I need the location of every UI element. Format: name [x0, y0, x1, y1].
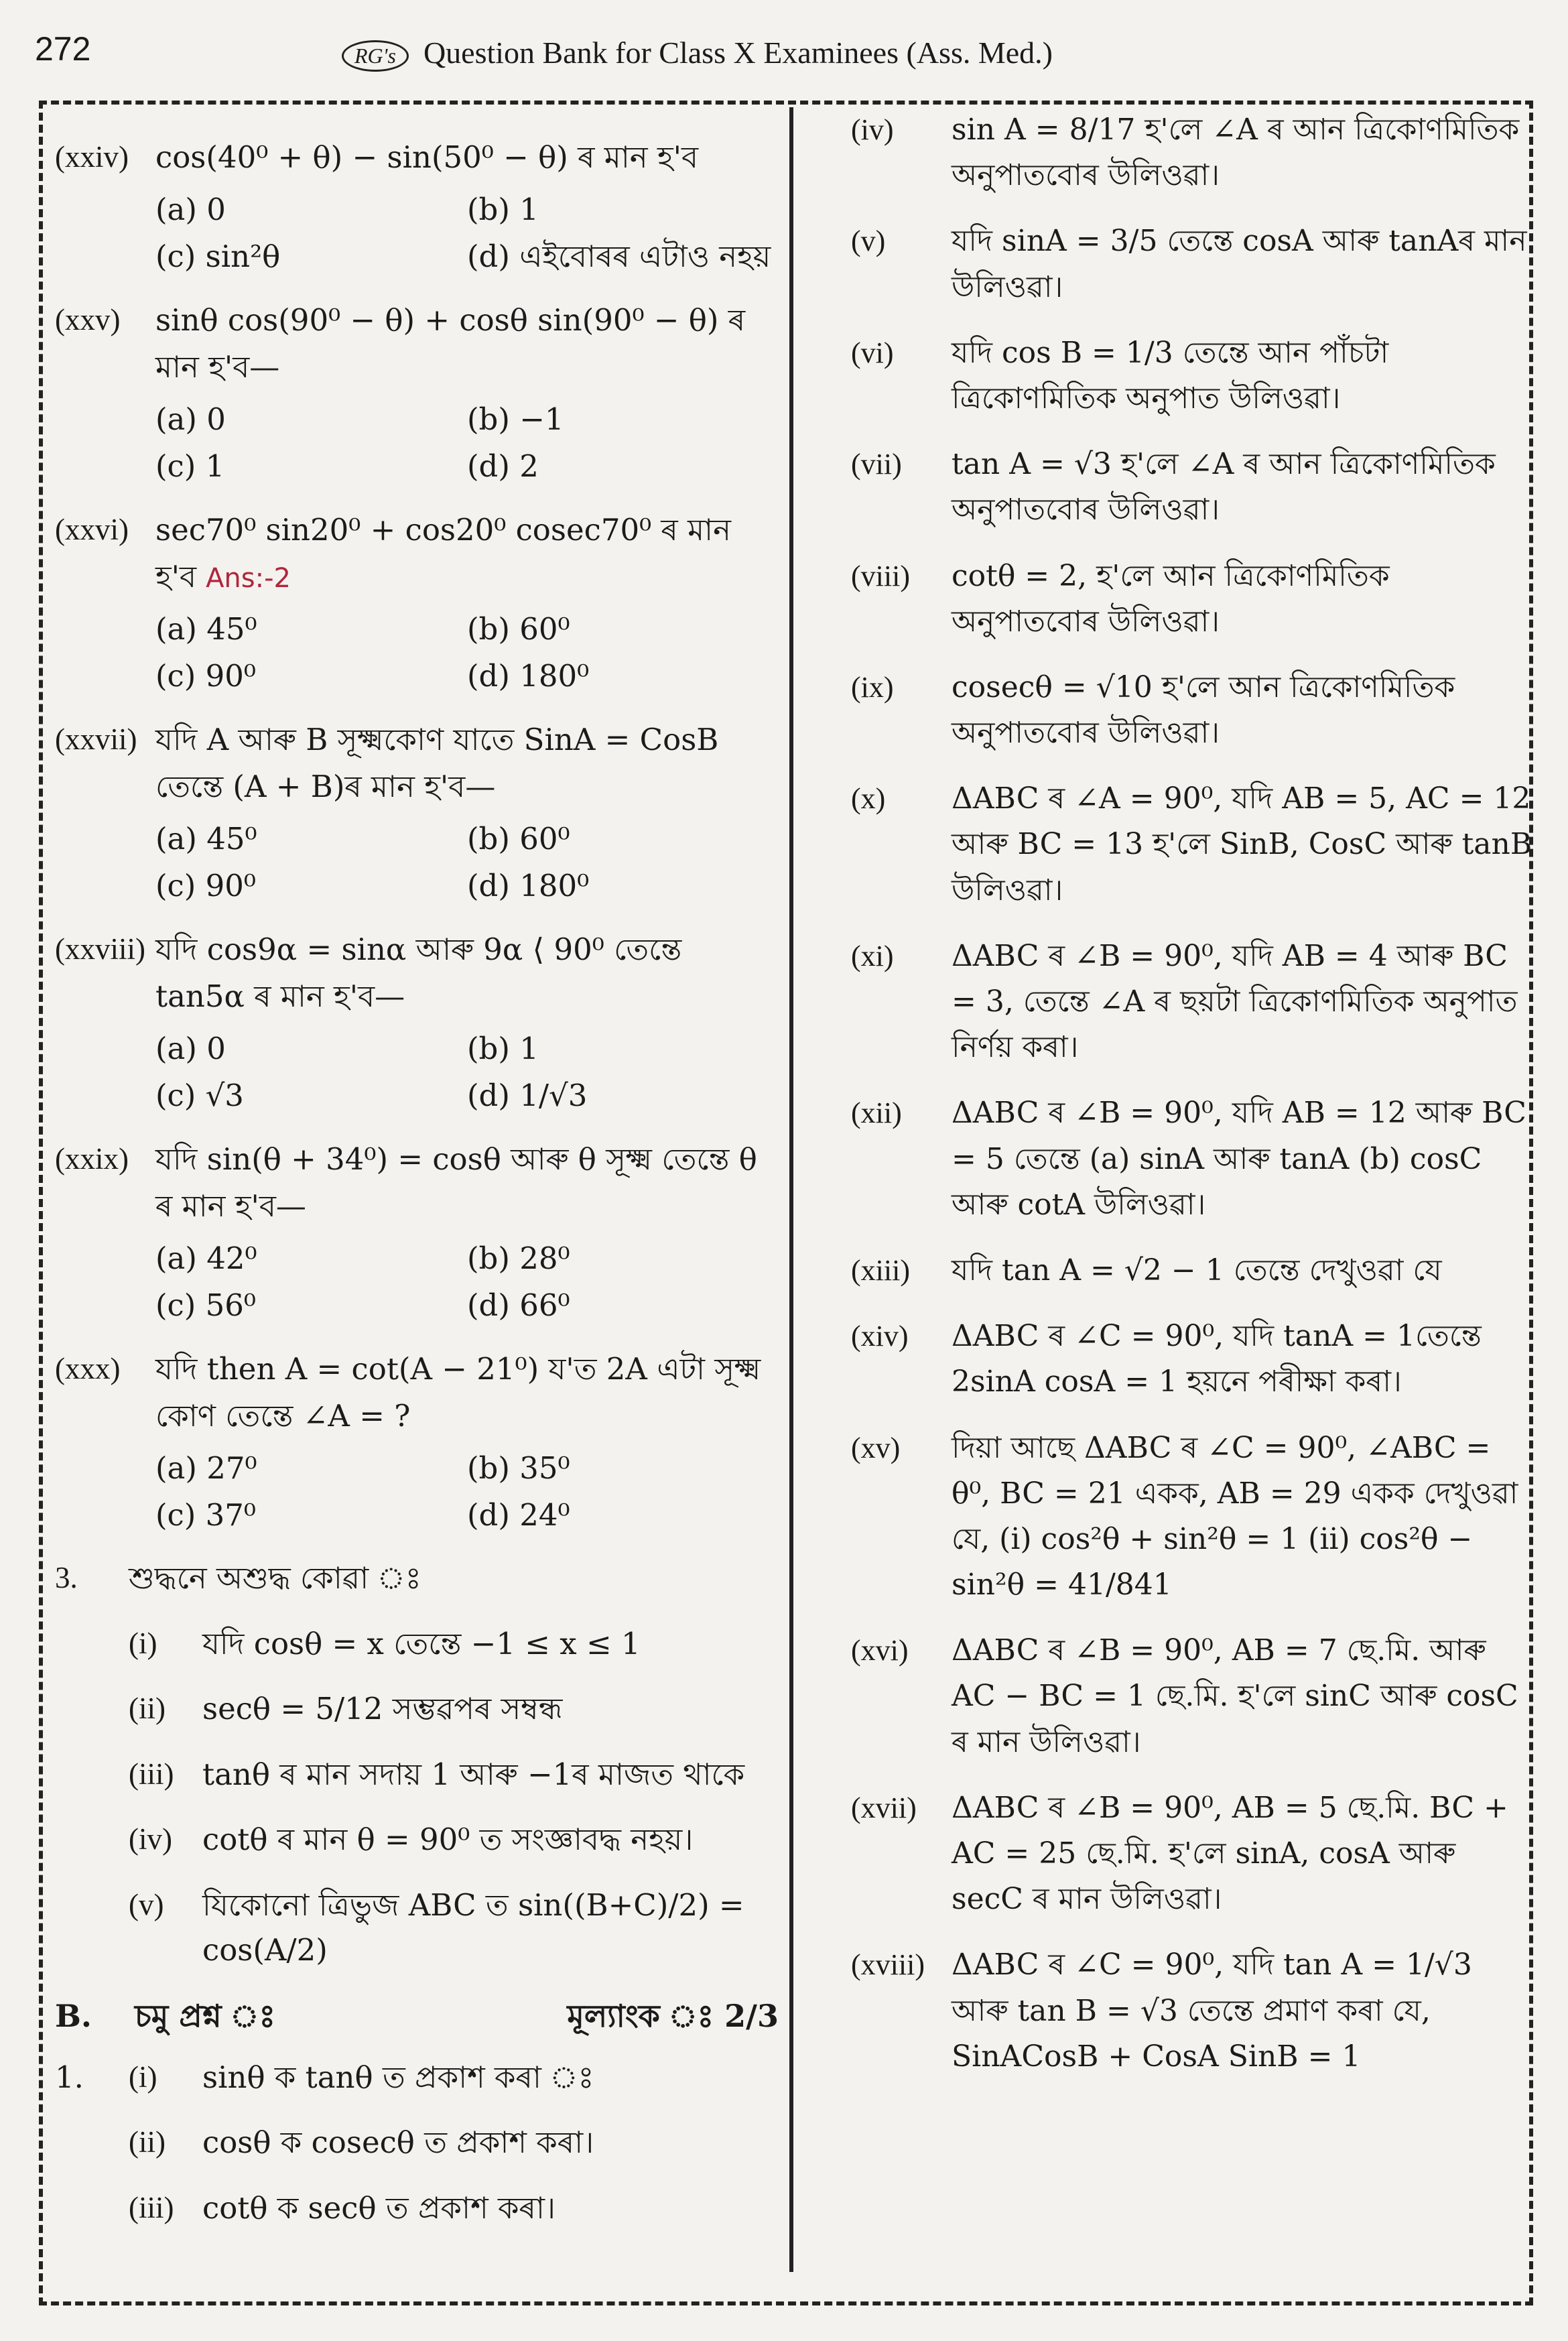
- option: (a) 0: [155, 1030, 226, 1066]
- question-stem: cos(40⁰ + θ) − sin(50⁰ − θ) ৰ মান হ'ব: [155, 139, 699, 175]
- option: (c) sin²θ: [155, 238, 281, 274]
- option-list: [155, 1025, 779, 1119]
- question-text: যদি cos B = 1/3 তেন্তে আন পাঁচটা ত্ৰিকোণমিতিক অনুপাত উলিওৱা।: [952, 335, 1389, 416]
- short-question-item: [129, 2186, 779, 2231]
- option-list: [155, 396, 779, 490]
- question-text: sin A = 8/17 হ'লে ∠A ৰ আন ত্ৰিকোণমিতিক অনুপাতবোৰ উলিওৱা।: [952, 113, 1520, 193]
- question-text: [155, 716, 779, 810]
- question-body: [155, 1136, 779, 1328]
- question-item: [55, 926, 779, 1119]
- question-item: [851, 1248, 1534, 1293]
- question-item: [55, 1346, 779, 1538]
- question-number: (xxviii): [55, 932, 145, 966]
- page-number: 272: [35, 30, 91, 68]
- question-item: [851, 1785, 1534, 1923]
- option: (a) 0: [155, 401, 226, 437]
- publisher-logo: RG's: [342, 40, 409, 72]
- statement-item: [129, 1621, 779, 1667]
- question-text: ΔABC ৰ ∠C = 90⁰, যদি tan A = 1/√3 আৰু tan B = √3 তেন্তে প্ৰমাণ কৰা যে, SinACosB + CosA SinB = 1: [952, 1948, 1472, 2074]
- question-stem: যদি cos9α = sinα আৰু 9α ⟨ 90⁰ তেন্তে tan5α ৰ মান হ'ব—: [155, 932, 682, 1014]
- question-number: 1.: [55, 2059, 84, 2095]
- question-body: [155, 926, 779, 1119]
- question-number: (xii): [851, 1096, 902, 1130]
- sub-question-number: (i): [129, 2060, 157, 2094]
- statement-number: (ii): [129, 1692, 166, 1726]
- sub-question-text: cosθ ক cosecθ ত প্ৰকাশ কৰা।: [202, 2125, 594, 2161]
- question-text: [155, 297, 779, 391]
- option: (b) 1: [467, 191, 539, 227]
- question-item: [55, 134, 779, 279]
- option-list: [155, 186, 779, 280]
- question-number: (x): [851, 782, 886, 816]
- question-number: (ix): [851, 670, 894, 704]
- option: (a) 27⁰: [155, 1450, 257, 1486]
- question-text: [155, 926, 779, 1020]
- question-item: [55, 507, 779, 699]
- option: (d) 180⁰: [467, 657, 590, 694]
- option: (a) 45⁰: [155, 820, 257, 857]
- question-number: (xvi): [851, 1634, 909, 1667]
- question-number: (iv): [851, 113, 894, 146]
- true-false-list: [55, 1621, 779, 1973]
- question-item: [851, 1628, 1534, 1765]
- question-text: [155, 507, 779, 600]
- option: (c) √3: [155, 1077, 244, 1113]
- sub-question-text: cotθ ক secθ ত প্ৰকাশ কৰা।: [202, 2190, 556, 2226]
- mcq-list: [55, 134, 779, 1538]
- question-number: (vii): [851, 448, 902, 481]
- statement-item: [129, 1817, 779, 1862]
- statement-number: (iii): [129, 1757, 174, 1791]
- short-question-item: [129, 2055, 779, 2100]
- question-number: (xxvi): [55, 513, 129, 547]
- option: (c) 56⁰: [155, 1287, 256, 1323]
- option: (b) 60⁰: [467, 820, 570, 857]
- question-item: [851, 1314, 1534, 1405]
- question-number: (xiii): [851, 1253, 910, 1287]
- question-body: [155, 297, 779, 489]
- question-item: [851, 107, 1534, 198]
- option: (d) 2: [467, 448, 539, 484]
- statement-text: tanθ ৰ মান সদায় 1 আৰু −1ৰ মাজত থাকে: [202, 1756, 745, 1792]
- question-number: (xi): [851, 939, 894, 972]
- option: (d) 24⁰: [467, 1497, 570, 1533]
- section-3-heading: [55, 1556, 779, 1601]
- option: (b) 60⁰: [467, 611, 570, 647]
- question-text: cosecθ = √10 হ'লে আন ত্ৰিকোণমিতিক অনুপাতবোৰ উলিওৱা।: [952, 670, 1455, 751]
- option: (d) 66⁰: [467, 1287, 570, 1323]
- option: (b) −1: [467, 401, 564, 437]
- question-number: (viii): [851, 559, 910, 592]
- option: (a) 45⁰: [155, 611, 257, 647]
- option: (b) 35⁰: [467, 1450, 570, 1486]
- section-title: চমু প্ৰশ্ন ঃ: [134, 1997, 275, 2034]
- option: (c) 90⁰: [155, 867, 256, 903]
- question-body: [155, 716, 779, 909]
- page-header: [342, 35, 1053, 72]
- option-list: [155, 606, 779, 700]
- question-text: ΔABC ৰ ∠B = 90⁰, যদি AB = 12 আৰু BC = 5 তেন্তে (a) sinA আৰু tanA (b) cosC আৰু cotA উলিওৱা।: [952, 1096, 1526, 1222]
- question-text: ΔABC ৰ ∠B = 90⁰, AB = 7 ছে.মি. আৰু AC − BC = 1 ছে.মি. হ'লে sinC আৰু cosC ৰ মান উলিওৱা।: [952, 1633, 1518, 1759]
- statement-number: (iv): [129, 1822, 172, 1856]
- option: (d) 180⁰: [467, 867, 590, 903]
- question-text: [155, 1136, 779, 1230]
- section-b-heading: [55, 1993, 779, 2044]
- question-item: [851, 665, 1534, 756]
- option: (c) 1: [155, 448, 225, 484]
- section-title: শুদ্ধনে অশুদ্ধ কোৱা ঃ: [129, 1560, 421, 1596]
- handwritten-answer: Ans:-2: [206, 563, 291, 594]
- statement-text: যদি cosθ = x তেন্তে −1 ≤ x ≤ 1: [202, 1625, 641, 1661]
- question-item: [851, 554, 1534, 645]
- question-item: [55, 1136, 779, 1328]
- question-body: [155, 507, 779, 699]
- question-item: [851, 934, 1534, 1071]
- question-text: ΔABC ৰ ∠C = 90⁰, যদি tanA = 1তেন্তে 2sinA cosA = 1 হয়নে পৰীক্ষা কৰা।: [952, 1319, 1482, 1399]
- question-stem: যদি then A = cot(A − 21⁰) য'ত 2A এটা সূক্ষ্ম কোণ তেন্তে ∠A = ?: [155, 1351, 761, 1434]
- option: (b) 1: [467, 1030, 539, 1066]
- question-number: (xxvii): [55, 722, 137, 757]
- question-stem: sinθ cos(90⁰ − θ) + cosθ sin(90⁰ − θ) ৰ মান হ'ব—: [155, 302, 746, 385]
- question-text: [155, 1346, 779, 1440]
- option-list: [155, 1235, 779, 1329]
- question-number: (xxiv): [55, 140, 129, 174]
- short-question-list: [129, 2055, 779, 2251]
- statement-text: secθ = 5/12 সম্ভৱপৰ সম্বন্ধ: [202, 1691, 563, 1727]
- question-body: [155, 134, 779, 279]
- option: (c) 90⁰: [155, 657, 256, 694]
- question-text: tan A = √3 হ'লে ∠A ৰ আন ত্ৰিকোণমিতিক অনুপাতবোৰ উলিওৱা।: [952, 447, 1496, 527]
- question-text: ΔABC ৰ ∠B = 90⁰, যদি AB = 4 আৰু BC = 3, তেন্তে ∠A ৰ ছয়টা ত্ৰিকোণমিতিক অনুপাত নিৰ্ণয় কৰা।: [952, 938, 1518, 1065]
- statement-text: যিকোনো ত্ৰিভুজ ABC ত sin((B+C)/2) = cos(A/2): [202, 1887, 744, 1968]
- question-text: ΔABC ৰ ∠A = 90⁰, যদি AB = 5, AC = 12 আৰু BC = 13 হ'লে SinB, CosC আৰু tanB উলিওৱা।: [952, 781, 1532, 907]
- statement-item: [129, 1686, 779, 1732]
- statement-item: [129, 1752, 779, 1797]
- section-number: 3.: [55, 1561, 78, 1595]
- question-text: [155, 134, 779, 181]
- question-item: [851, 442, 1534, 533]
- question-stem: যদি sin(θ + 34⁰) = cosθ আৰু θ সূক্ষ্ম তেন্তে θ ৰ মান হ'ব—: [155, 1141, 757, 1224]
- question-number: (xviii): [851, 1948, 925, 1982]
- question-stem: sec70⁰ sin20⁰ + cos20⁰ cosec70⁰ ৰ মান হ'ব: [155, 512, 731, 594]
- option: (d) 1/√3: [467, 1077, 588, 1113]
- question-number: (xiv): [851, 1320, 909, 1353]
- sub-question-number: (ii): [129, 2125, 166, 2159]
- section-marks: মূল্যাংক ঃ 2/3: [567, 1997, 779, 2034]
- option-list: [155, 1445, 779, 1539]
- question-number: (xxx): [55, 1352, 121, 1386]
- statement-text: cotθ ৰ মান θ = 90⁰ ত সংজ্ঞাবদ্ধ নহয়।: [202, 1822, 694, 1858]
- question-item: [851, 1090, 1534, 1228]
- question-text: cotθ = 2, হ'লে আন ত্ৰিকোণমিতিক অনুপাতবোৰ উলিওৱা।: [952, 558, 1390, 639]
- question-number: (v): [851, 225, 886, 258]
- statement-number: (i): [129, 1626, 157, 1660]
- section-label: B.: [55, 1997, 92, 2034]
- question-item: [851, 1942, 1534, 2080]
- section-b-q1: [55, 2055, 779, 2251]
- sub-question-number: (iii): [129, 2190, 174, 2224]
- option: (b) 28⁰: [467, 1240, 570, 1276]
- question-text: যদি tan A = √2 − 1 তেন্তে দেখুওৱা যে: [952, 1253, 1442, 1287]
- question-number: (xv): [851, 1431, 901, 1464]
- column-divider: [789, 107, 793, 2272]
- question-number: (xvii): [851, 1791, 917, 1824]
- question-item: [55, 716, 779, 909]
- question-number: (vi): [851, 336, 894, 369]
- sub-question-text: sinθ ক tanθ ত প্ৰকাশ কৰা ঃ: [202, 2059, 594, 2095]
- option: (a) 0: [155, 191, 226, 227]
- statement-item: [129, 1883, 779, 1973]
- question-item: [851, 776, 1534, 913]
- question-item: [851, 218, 1534, 310]
- right-question-list: [851, 107, 1534, 2080]
- question-number: (xxix): [55, 1142, 129, 1176]
- short-question-item: [129, 2120, 779, 2165]
- question-body: [155, 1346, 779, 1538]
- statement-number: (v): [129, 1887, 164, 1921]
- option: (a) 42⁰: [155, 1240, 257, 1276]
- question-stem: যদি A আৰু B সূক্ষ্মকোণ যাতে SinA = CosB তেন্তে (A + B)ৰ মান হ'ব—: [155, 722, 719, 804]
- right-column: [851, 107, 1534, 2100]
- option: (c) 37⁰: [155, 1497, 256, 1533]
- question-item: [851, 1426, 1534, 1608]
- question-number: (xxv): [55, 303, 121, 337]
- question-item: [851, 330, 1534, 422]
- question-text: দিয়া আছে ΔABC ৰ ∠C = 90⁰, ∠ABC = θ⁰, BC = 21 একক, AB = 29 একক দেখুওৱা যে, (i) cos²θ + sin²θ = 1 (ii) cos²θ − sin²θ = 41/841: [952, 1430, 1518, 1602]
- option-list: [155, 816, 779, 909]
- question-text: ΔABC ৰ ∠B = 90⁰, AB = 5 ছে.মি. BC + AC = 25 ছে.মি. হ'লে sinA, cosA আৰু secC ৰ মান উলিওৱা।: [952, 1790, 1508, 1917]
- left-column: [55, 134, 779, 2251]
- question-item: [55, 297, 779, 489]
- option: (d) এইবোৰৰ এটাও নহয়: [467, 238, 771, 274]
- book-title: Question Bank for Class X Examinees (Ass. Med.): [423, 36, 1053, 70]
- question-text: যদি sinA = 3/5 তেন্তে cosA আৰু tanAৰ মান উলিওৱা।: [952, 224, 1527, 304]
